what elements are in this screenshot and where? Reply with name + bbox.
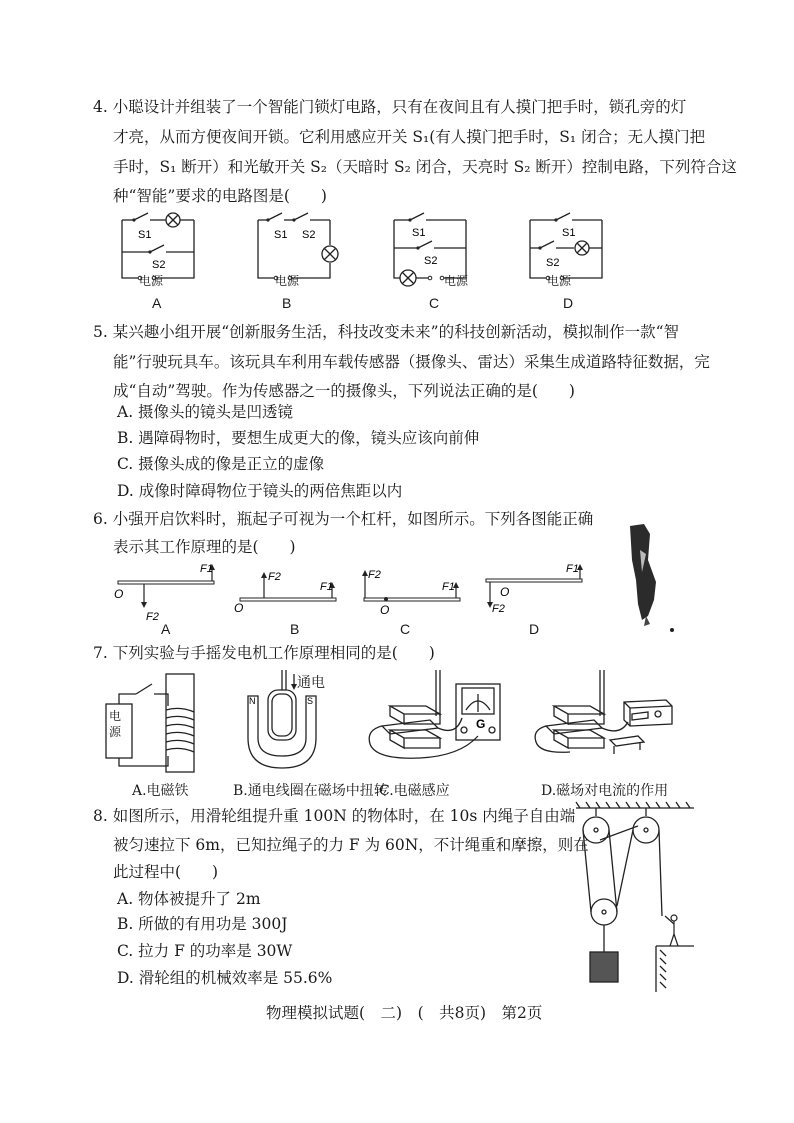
q8-line-3: 此过程中( ) — [113, 863, 219, 881]
caption-electromagnet: A.电磁铁 — [132, 783, 189, 799]
q4-line-4: 种“智能”要求的电路图是( ) — [113, 187, 327, 205]
option-a-label: A — [152, 295, 162, 311]
q5-line-3: 成“自动”驾驶。作为传感器之一的摄像头，下列说法正确的是( ) — [113, 382, 575, 400]
lever-option-d-label: D — [529, 621, 540, 637]
option-b-label: B — [282, 295, 292, 311]
current-on-label: 通电 — [297, 675, 325, 691]
force-f2-label: F2 — [368, 569, 381, 581]
q7-line: 7. 下列实验与手摇发电机工作原理相同的是( ) — [93, 644, 435, 662]
magnet-n-label: N — [249, 696, 256, 706]
q8-choice-d: D. 滑轮组的机械效率是 55.6% — [117, 969, 333, 987]
q4-line-2: 才亮，从而方便夜间开锁。它利用感应开关 S₁(有人摸门把手时，S₁ 闭合；无人摸门把 — [113, 128, 706, 146]
caption-coil-rotation: B.通电线圈在磁场中扭转 — [233, 783, 388, 799]
q8-choice-c: C. 拉力 F 的功率是 30W — [117, 942, 293, 960]
lever-diagram-c — [356, 562, 468, 622]
bottle-opener-image — [620, 520, 676, 638]
force-f2-label: F2 — [146, 611, 159, 622]
caption-force-on-current: D.磁场对电流的作用 — [541, 783, 669, 799]
pivot-o-label: O — [114, 587, 124, 601]
switch-s2-label: S2 — [152, 259, 166, 271]
q5-line-1: 5. 某兴趣小组开展“创新服务生活，科技改变未来”的科技创新活动，模拟制作一款“智 — [93, 323, 679, 341]
q4-line-1: 4. 小聪设计并组装了一个智能门锁灯电路，只有在夜间且有人摸门把手时，锁孔旁的灯 — [93, 98, 687, 116]
galvanometer-g-label: G — [476, 717, 486, 731]
option-d-label: D — [563, 295, 574, 311]
q6-line-2: 表示其工作原理的是( ) — [113, 538, 296, 556]
switch-s1-label: S1 — [274, 229, 288, 241]
lever-option-b-label: B — [290, 621, 300, 637]
lever-diagram-d — [482, 562, 594, 622]
switch-s2-label: S2 — [302, 229, 316, 241]
q8-line-2: 被匀速拉下 6m，已知拉绳子的力 F 为 60N，不计绳重和摩擦，则在 — [113, 836, 589, 854]
pivot-o-label: O — [380, 603, 390, 617]
force-f1-label: F1 — [200, 563, 213, 575]
force-f2-label: F2 — [268, 571, 281, 583]
pivot-o-label: O — [500, 585, 510, 599]
q5-choice-d: D. 成像时障碍物位于镜头的两倍焦距以内 — [117, 482, 403, 500]
option-c-label: C — [429, 295, 440, 311]
magnet-s-label: S — [307, 696, 314, 706]
lever-option-a-label: A — [161, 621, 171, 637]
lever-diagram-a — [110, 562, 222, 622]
power-source-label: 电源 — [109, 709, 122, 739]
induction-figure — [360, 666, 510, 776]
motor-principle-figure — [530, 666, 680, 776]
q5-choice-a: A. 摄像头的镜头是凹透镜 — [117, 403, 294, 421]
switch-s1-label: S1 — [138, 229, 152, 241]
force-f2-label: F2 — [492, 603, 505, 615]
switch-s2-label: S2 — [424, 255, 438, 267]
q6-line-1: 6. 小强开启饮料时，瓶起子可视为一个杠杆，如图所示。下列各图能正确 — [93, 510, 594, 528]
page-footer: 物理模拟试题( 二) ( 共8页) 第2页 — [266, 1004, 543, 1022]
pulley-system-figure — [570, 796, 700, 996]
lever-option-c-label: C — [400, 621, 411, 637]
caption-induction: C.电磁感应 — [379, 783, 450, 799]
force-f1-label: F1 — [566, 563, 579, 575]
switch-s2-label: S2 — [546, 257, 560, 269]
q5-choice-b: B. 遇障碍物时，要想生成更大的像，镜头应该向前伸 — [117, 429, 480, 447]
switch-s1-label: S1 — [412, 227, 426, 239]
q5-choice-c: C. 摄像头成的像是正立的虚像 — [117, 455, 325, 473]
pivot-o-label: O — [234, 601, 244, 615]
circuit-a-source-label: 电源 — [139, 274, 164, 288]
force-f1-label: F1 — [442, 581, 455, 593]
lever-diagram-b — [232, 562, 344, 622]
circuit-d-source-label: 电源 — [547, 274, 572, 288]
q4-line-3: 手时，S₁ 断开）和光敏开关 S₂（天暗时 S₂ 闭合，天亮时 S₂ 断开）控制电路，下列符合这 — [113, 158, 737, 176]
q8-choice-a: A. 物体被提升了 2m — [117, 890, 261, 908]
q8-choice-b: B. 所做的有用功是 300J — [117, 915, 288, 933]
force-f1-label: F1 — [320, 581, 333, 593]
q8-line-1: 8. 如图所示，用滑轮组提升重 100N 的物体时，在 10s 内绳子自由端 — [93, 807, 576, 825]
circuit-c-source-label: 电源 — [444, 274, 469, 288]
q5-line-2: 能”行驶玩具车。该玩具车利用车载传感器（摄像头、雷达）采集生成道路特征数据，完 — [113, 353, 710, 371]
switch-s1-label: S1 — [562, 227, 576, 239]
circuit-b-source-label: 电源 — [275, 274, 300, 288]
